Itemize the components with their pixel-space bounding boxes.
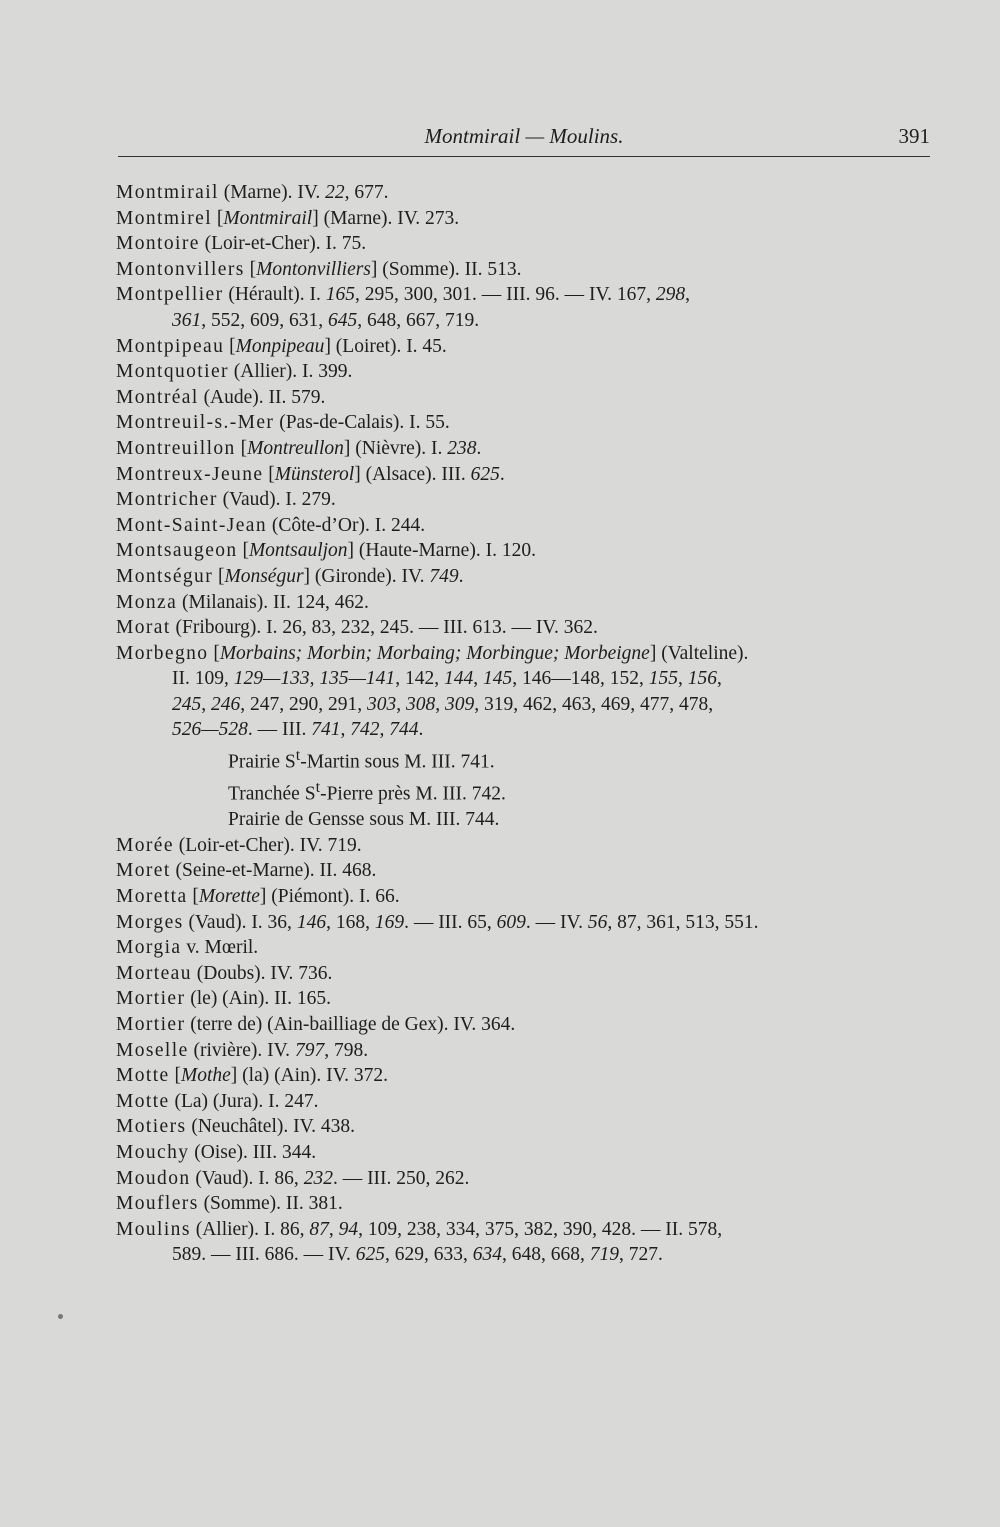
entry-headword: Motte bbox=[116, 1090, 170, 1112]
index-entry bbox=[116, 334, 936, 360]
entry-headword: Montréal bbox=[116, 386, 199, 408]
index-entry bbox=[116, 538, 936, 564]
entry-headword: Morat bbox=[116, 617, 171, 639]
margin-mark bbox=[58, 1314, 63, 1319]
index-entry bbox=[116, 1038, 936, 1064]
entry-headword: Montpellier bbox=[116, 284, 224, 306]
entry-references: [Morette] (Piémont). I. 66. bbox=[187, 886, 400, 908]
entry-headword: Moret bbox=[116, 860, 171, 882]
entry-references: (Pas-de-Calais). I. 55. bbox=[274, 412, 450, 434]
entry-headword: Moulins bbox=[116, 1218, 191, 1240]
index-entry bbox=[116, 487, 936, 513]
index-entry bbox=[116, 1140, 936, 1166]
page-header bbox=[118, 122, 930, 157]
index-entry bbox=[116, 1089, 936, 1115]
entry-references: (Neuchâtel). IV. 438. bbox=[186, 1116, 356, 1138]
index-entry bbox=[116, 1063, 936, 1089]
entry-references: (Vaud). I. 36, 146, 168, 169. — III. 65, 609. — IV. 56, 87, 361, 513, 551. bbox=[183, 911, 759, 933]
index-entry bbox=[116, 910, 936, 936]
entry-headword: Mortier bbox=[116, 1014, 186, 1035]
index-entry bbox=[116, 206, 936, 232]
running-title: Montmirail — Moulins. bbox=[424, 124, 624, 148]
index-entry bbox=[116, 858, 936, 884]
entry-references: (Hérault). I. 165, 295, 300, 301. — III. 96. — IV. 167, 298, bbox=[223, 284, 690, 306]
entry-references: [Montmirail] (Marne). IV. 273. bbox=[212, 207, 460, 229]
index-entry bbox=[116, 257, 936, 283]
entry-subentry: Prairie de Gensse sous M. III. 744. bbox=[228, 809, 500, 831]
index-entry bbox=[116, 986, 936, 1012]
index-entry bbox=[116, 231, 936, 257]
entry-headword: Montquotier bbox=[116, 361, 229, 383]
entry-references: (Aude). II. 579. bbox=[198, 386, 326, 408]
index-entry bbox=[116, 385, 936, 411]
index-entry bbox=[116, 641, 936, 833]
index-entry bbox=[116, 462, 936, 488]
entry-headword: Montoire bbox=[116, 233, 200, 255]
entry-references: (rivière). IV. 797, 798. bbox=[188, 1039, 369, 1061]
entry-references: (le) (Ain). II. 165. bbox=[185, 988, 332, 1010]
entry-continuation: 526—528. — III. 741, 742, 744. bbox=[172, 719, 424, 741]
entry-headword: Mouchy bbox=[116, 1141, 190, 1163]
index-entry bbox=[116, 513, 936, 539]
entry-references: (Milanais). II. 124, 462. bbox=[177, 591, 369, 613]
entry-references: (Côte-d’Or). I. 244. bbox=[266, 514, 426, 536]
entry-references: (Allier). I. 399. bbox=[228, 361, 353, 383]
entry-subentry: Tranchée $S^t$-Pierre près M. III. 742. bbox=[228, 778, 506, 805]
entry-references: (terre de) (Ain-bailliage de Gex). IV. 364. bbox=[185, 1014, 516, 1035]
entry-continuation: 245, 246, 247, 290, 291, 303, 308, 309, 319, 462, 463, 469, 477, 478, bbox=[172, 693, 714, 715]
entry-headword: Motiers bbox=[116, 1116, 187, 1138]
index-entry bbox=[116, 615, 936, 641]
entry-headword: Morgia bbox=[116, 937, 182, 959]
index-entry bbox=[116, 935, 936, 961]
index-entry bbox=[116, 1166, 936, 1192]
entry-headword: Montpipeau bbox=[116, 335, 225, 357]
index-entry bbox=[116, 884, 936, 910]
entry-headword: Montségur bbox=[116, 565, 214, 587]
index-entry bbox=[116, 833, 936, 859]
entry-references: (Vaud). I. 86, 232. — III. 250, 262. bbox=[190, 1167, 470, 1189]
entry-references: [Morbains; Morbin; Morbaing; Morbingue; Morbeigne] (Valteline). bbox=[208, 642, 749, 664]
entry-references: [Montonvilliers] (Somme). II. 513. bbox=[244, 258, 522, 280]
index-entry bbox=[116, 1012, 936, 1038]
entry-headword: Montricher bbox=[116, 489, 218, 511]
entry-headword: Montonvillers bbox=[116, 258, 245, 280]
entry-headword: Montsaugeon bbox=[116, 540, 238, 562]
entry-headword: Montmirel bbox=[116, 207, 213, 229]
index-entry bbox=[116, 410, 936, 436]
index-entry bbox=[116, 590, 936, 616]
index-entry bbox=[116, 282, 936, 333]
entry-continuation: II. 109, 129—133, 135—141, 142, 144, 145, 146—148, 152, 155, 156, bbox=[172, 668, 722, 690]
entry-references: [Monségur] (Gironde). IV. 749. bbox=[213, 565, 464, 587]
entry-references: v. Mœril. bbox=[181, 937, 259, 959]
entry-references: (Somme). II. 381. bbox=[198, 1193, 343, 1215]
entry-headword: Morges bbox=[116, 911, 184, 933]
entry-headword: Mortier bbox=[116, 988, 186, 1010]
entry-headword: Montreuil-s.-Mer bbox=[116, 412, 275, 434]
entry-headword: Moudon bbox=[116, 1167, 191, 1189]
entry-references: [Montreullon] (Nièvre). I. 238. bbox=[235, 437, 482, 459]
entry-references: (Loir-et-Cher). IV. 719. bbox=[173, 834, 362, 856]
index-entry bbox=[116, 436, 936, 462]
entry-references: [Montsauljon] (Haute-Marne). I. 120. bbox=[237, 540, 536, 562]
entry-headword: Monza bbox=[116, 591, 178, 613]
entry-headword: Motte bbox=[116, 1065, 170, 1087]
entry-headword: Morée bbox=[116, 834, 174, 856]
entry-headword: Morteau bbox=[116, 962, 192, 984]
index-entry bbox=[116, 961, 936, 987]
entry-references: (Marne). IV. 22, 677. bbox=[218, 182, 389, 203]
entry-references: (Fribourg). I. 26, 83, 232, 245. — III. 613. — IV. 362. bbox=[170, 617, 598, 639]
entry-headword: Mouflers bbox=[116, 1193, 199, 1215]
entry-continuation: 361, 552, 609, 631, 645, 648, 667, 719. bbox=[172, 309, 480, 331]
entry-references: [Monpipeau] (Loiret). I. 45. bbox=[224, 335, 447, 357]
entry-references: [Münsterol] (Alsace). III. 625. bbox=[263, 463, 505, 485]
entry-headword: Montreux-Jeune bbox=[116, 463, 264, 485]
page-number: 391 bbox=[898, 124, 930, 148]
index-entries bbox=[116, 180, 936, 1268]
entry-references: (La) (Jura). I. 247. bbox=[169, 1090, 319, 1112]
entry-subentry: Prairie $S^t$-Martin sous M. III. 741. bbox=[228, 746, 495, 773]
entry-references: (Vaud). I. 279. bbox=[217, 489, 336, 511]
entry-references: (Doubs). IV. 736. bbox=[191, 962, 333, 984]
entry-references: [Mothe] (la) (Ain). IV. 372. bbox=[169, 1065, 389, 1087]
index-entry bbox=[116, 1114, 936, 1140]
entry-headword: Morbegno bbox=[116, 642, 209, 664]
index-entry bbox=[116, 180, 936, 206]
index-entry bbox=[116, 1217, 936, 1268]
entry-headword: Moretta bbox=[116, 886, 188, 908]
entry-references: (Oise). III. 344. bbox=[189, 1141, 317, 1163]
entry-references: (Loir-et-Cher). I. 75. bbox=[199, 233, 367, 255]
entry-headword: Montreuillon bbox=[116, 437, 236, 459]
entry-references: (Allier). I. 86, 87, 94, 109, 238, 334, 375, 382, 390, 428. — II. 578, bbox=[190, 1218, 723, 1240]
entry-references: (Seine-et-Marne). II. 468. bbox=[170, 860, 377, 882]
index-entry bbox=[116, 1191, 936, 1217]
entry-continuation: 589. — III. 686. — IV. 625, 629, 633, 634, 648, 668, 719, 727. bbox=[172, 1244, 663, 1266]
entry-headword: Montmirail bbox=[116, 182, 219, 203]
entry-headword: Moselle bbox=[116, 1039, 189, 1061]
index-entry bbox=[116, 359, 936, 385]
entry-headword: Mont-Saint-Jean bbox=[116, 514, 267, 536]
index-entry bbox=[116, 564, 936, 590]
